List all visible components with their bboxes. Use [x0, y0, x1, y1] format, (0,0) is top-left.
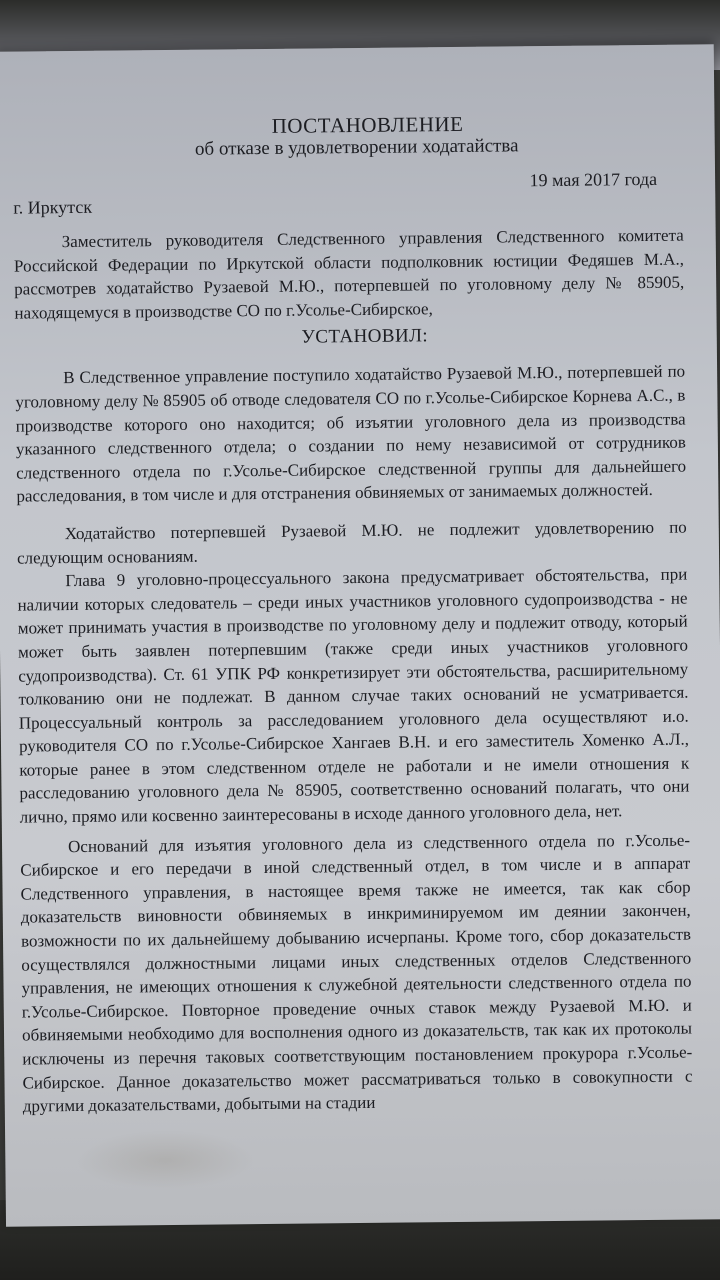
- document-page: [12, 110, 692, 1119]
- document-subtitle: об отказе в удовлетворении ходатайства: [194, 135, 519, 160]
- paper-smudge: [75, 1129, 256, 1191]
- paragraph-decision: Ходатайство потерпевшей Рузаевой М.Ю. не подлежит удовлетворению по следующим основаниям.: [16, 517, 687, 568]
- document-date: 19 мая 2017 года: [529, 168, 658, 191]
- paragraph-grounds: Глава 9 уголовно-процессуального закона предусматривает обстоятельства, при наличии которых следователь – среди иных участников уголовного судопроизводства - не может принимать участия в производстве по уголовному делу и подлежит отводу, который может быть заявлен потерпевшим (также среди иных участников уголовного судопроизводства). Ст. 61 УПК РФ конкретизирует эти обстоятельства, расширительному толкованию они не подлежат. В данном случае таких оснований не усматривается. Процессуальный контроль за расследованием уголовного дела осуществляют и.о. руководителя СО по г.Усолье-Сибирское Хангаев В.Н. и его заместитель Хоменко А.Л., которые ранее в этом следственном отделе не работали и не имели отношения к расследованию уголовного дела № 85905, соответственно оснований полагать, что они лично, прямо или косвенно заинтересованы в исходе данного уголовного дела, нет.: [17, 564, 690, 827]
- section-heading: УСТАНОВИЛ:: [301, 325, 429, 348]
- paragraph-petition: В Следственное управление поступило ходатайство Рузаевой М.Ю., потерпевшей по уголовному делу № 85905 об отводе следователя СО по г.Усолье-Сибирское Корнева А.С., в производстве которого оно находится; об изъятии уголовного дела из производства указанного следственного отдела; о создании по нему независимой от сотрудников следственного отдела по г.Усолье-Сибирское следственной группы для дальнейшего расследования, в том числе и для отстранения обвиняемых от занимаемых должностей.: [15, 361, 687, 506]
- paragraph-transfer: Оснований для изъятия уголовного дела из следственного отдела по г.Усолье-Сибирское и его передачи в иной следственный отдел, в том числе и в аппарат Следственного управления, в настоящее время также не имеется, так как сбор доказательств виновности обвиняемых в инкриминируемом им деянии закончен, возможности по их дальнейшему добыванию исчерпаны. Кроме того, сбор доказательств осуществлялся должностными лицами иных следственных отделов Следственного управления, не имеющих отношения к служебной деятельности следственного отдела по г.Усолье-Сибирское. Повторное проведение очных ставок между Рузаевой М.Ю. и обвиняемыми необходимо для восполнения одного из доказательств, так как их протоколы исключены из перечня таковых соответствующим постановлением прокурора г.Усолье-Сибирское. Данное доказательство может рассматриваться только в совокупности с другими доказательствами, добытыми на стадии: [20, 830, 693, 1116]
- intro-paragraph: Заместитель руководителя Следственного управления Следственного комитета Российской Федерации по Иркутской области подполковник юстиции Федяшев М.А., рассмотрев ходатайство Рузаевой М.Ю., потерпевшей по уголовному делу № 85905, находящемуся в производстве СО по г.Усолье-Сибирское,: [13, 225, 685, 323]
- document-title: ПОСТАНОВЛЕНИЕ: [271, 111, 464, 138]
- document-city: г. Иркутск: [13, 196, 93, 218]
- paper-sheet: [0, 44, 720, 1226]
